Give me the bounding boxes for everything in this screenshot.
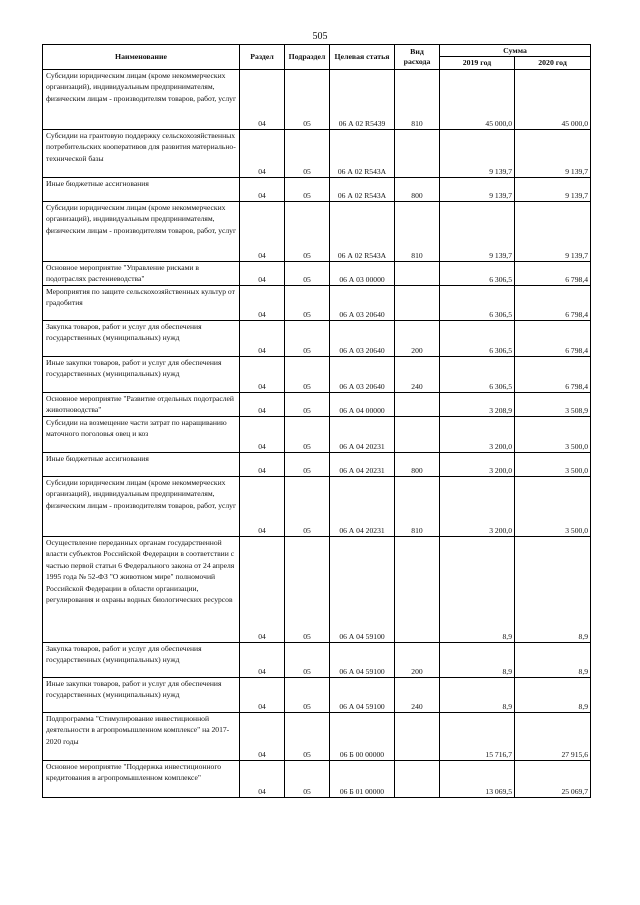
- row-razdel: 04: [240, 286, 285, 321]
- row-razdel: 04: [240, 477, 285, 537]
- row-name: Закупка товаров, работ и услуг для обеспечения государственных (муниципальных) нужд: [43, 321, 240, 357]
- table-row: [43, 202, 591, 262]
- table-row: [43, 357, 591, 393]
- row-name: Субсидии юридическим лицам (кроме некоммерческих организаций), индивидуальным предпринимателям, физическим лицам - производителям товаров, работ, услуг: [43, 202, 240, 262]
- row-sum-2020: 8,9: [515, 678, 591, 713]
- table-row: [43, 178, 591, 202]
- row-razdel: 04: [240, 678, 285, 713]
- row-podrazdel: 05: [285, 477, 330, 537]
- row-podrazdel: 05: [285, 262, 330, 286]
- row-razdel: 04: [240, 417, 285, 453]
- table-row: [43, 678, 591, 713]
- row-sum-2020: 25 069,7: [515, 761, 591, 798]
- row-sum-2019: 8,9: [440, 643, 515, 678]
- row-sum-2019: 6 306,5: [440, 286, 515, 321]
- row-name: Основное мероприятие "Поддержка инвестиционного кредитования в агропромышленном комплексе": [43, 761, 240, 798]
- row-sum-2020: 6 798,4: [515, 262, 591, 286]
- row-sum-2019: 45 000,0: [440, 70, 515, 130]
- table-row: [43, 321, 591, 357]
- row-razdel: 04: [240, 537, 285, 643]
- row-name: Осуществление переданных органам государственной власти субъектов Российской Федерации в соответствии с частью первой статьи 6 Федерального закона от 24 апреля 1995 года № 52-ФЗ "О животном мире" полномочий Российской Федерации в области организации, регулирования и охраны водных биологических ресурсов: [43, 537, 240, 643]
- table-row: [43, 286, 591, 321]
- row-podrazdel: 05: [285, 130, 330, 178]
- table-body: [43, 70, 591, 798]
- row-sum-2020: 6 798,4: [515, 321, 591, 357]
- row-name: Мероприятия по защите сельскохозяйственных культур от градобития: [43, 286, 240, 321]
- row-vid: 200: [395, 643, 440, 678]
- row-podrazdel: 05: [285, 202, 330, 262]
- row-razdel: 04: [240, 202, 285, 262]
- row-target: 06 Б 00 00000: [330, 713, 395, 761]
- row-podrazdel: 05: [285, 286, 330, 321]
- row-razdel: 04: [240, 357, 285, 393]
- row-vid: 800: [395, 453, 440, 477]
- row-sum-2020: 6 798,4: [515, 286, 591, 321]
- table-row: [43, 453, 591, 477]
- header-2020: 2020 год: [515, 57, 591, 70]
- row-razdel: 04: [240, 321, 285, 357]
- row-sum-2019: 6 306,5: [440, 357, 515, 393]
- row-podrazdel: 05: [285, 678, 330, 713]
- row-target: 06 А 03 00000: [330, 262, 395, 286]
- row-razdel: 04: [240, 713, 285, 761]
- row-razdel: 04: [240, 453, 285, 477]
- row-target: 06 А 02 R543А: [330, 202, 395, 262]
- row-vid: [395, 286, 440, 321]
- row-podrazdel: 05: [285, 761, 330, 798]
- row-sum-2020: 9 139,7: [515, 202, 591, 262]
- header-2019: 2019 год: [440, 57, 515, 70]
- table-row: [43, 643, 591, 678]
- row-sum-2019: 3 208,9: [440, 393, 515, 417]
- row-name: Иные закупки товаров, работ и услуг для обеспечения государственных (муниципальных) нужд: [43, 678, 240, 713]
- row-razdel: 04: [240, 761, 285, 798]
- row-target: 06 А 02 R5439: [330, 70, 395, 130]
- row-sum-2019: 3 200,0: [440, 417, 515, 453]
- row-sum-2019: 3 200,0: [440, 477, 515, 537]
- row-sum-2020: 45 000,0: [515, 70, 591, 130]
- row-sum-2019: 9 139,7: [440, 130, 515, 178]
- row-sum-2019: 6 306,5: [440, 262, 515, 286]
- row-podrazdel: 05: [285, 178, 330, 202]
- row-podrazdel: 05: [285, 417, 330, 453]
- row-sum-2020: 9 139,7: [515, 178, 591, 202]
- row-vid: 200: [395, 321, 440, 357]
- row-razdel: 04: [240, 130, 285, 178]
- table-row: [43, 417, 591, 453]
- row-target: 06 А 04 20231: [330, 477, 395, 537]
- row-sum-2019: 8,9: [440, 537, 515, 643]
- row-sum-2019: 15 716,7: [440, 713, 515, 761]
- row-podrazdel: 05: [285, 321, 330, 357]
- row-target: 06 А 04 59100: [330, 643, 395, 678]
- row-vid: [395, 761, 440, 798]
- table-row: [43, 262, 591, 286]
- row-vid: [395, 393, 440, 417]
- header-name: Наименование: [43, 45, 240, 70]
- row-target: 06 А 03 20640: [330, 321, 395, 357]
- row-sum-2020: 3 508,9: [515, 393, 591, 417]
- row-target: 06 А 04 20231: [330, 453, 395, 477]
- row-podrazdel: 05: [285, 643, 330, 678]
- table-header: [43, 45, 591, 70]
- row-name: Иные бюджетные ассигнования: [43, 178, 240, 202]
- row-name: Основное мероприятие "Управление рисками в подотраслях растениеводства": [43, 262, 240, 286]
- row-vid: 800: [395, 178, 440, 202]
- table-row: [43, 537, 591, 643]
- row-vid: 240: [395, 678, 440, 713]
- row-sum-2020: 3 500,0: [515, 453, 591, 477]
- row-sum-2020: 8,9: [515, 643, 591, 678]
- row-podrazdel: 05: [285, 357, 330, 393]
- header-sum: Сумма: [440, 45, 591, 57]
- row-sum-2019: 9 139,7: [440, 178, 515, 202]
- row-razdel: 04: [240, 643, 285, 678]
- row-sum-2019: 9 139,7: [440, 202, 515, 262]
- row-name: Субсидии на грантовую поддержку сельскохозяйственных потребительских кооперативов для развития материально-технической базы: [43, 130, 240, 178]
- row-sum-2020: 27 915,6: [515, 713, 591, 761]
- budget-table: [42, 44, 591, 798]
- row-sum-2020: 3 500,0: [515, 417, 591, 453]
- row-podrazdel: 05: [285, 453, 330, 477]
- table-row: [43, 393, 591, 417]
- row-sum-2019: 6 306,5: [440, 321, 515, 357]
- row-vid: 810: [395, 202, 440, 262]
- row-razdel: 04: [240, 262, 285, 286]
- row-target: 06 А 03 20640: [330, 286, 395, 321]
- row-podrazdel: 05: [285, 393, 330, 417]
- row-target: 06 А 02 R543А: [330, 130, 395, 178]
- row-razdel: 04: [240, 393, 285, 417]
- row-podrazdel: 05: [285, 713, 330, 761]
- row-name: Закупка товаров, работ и услуг для обеспечения государственных (муниципальных) нужд: [43, 643, 240, 678]
- row-sum-2020: 6 798,4: [515, 357, 591, 393]
- row-vid: [395, 130, 440, 178]
- header-podrazdel: Подраздел: [285, 45, 330, 70]
- header-target: Целевая статья: [330, 45, 395, 70]
- row-vid: [395, 262, 440, 286]
- row-name: Субсидии юридическим лицам (кроме некоммерческих организаций), индивидуальным предпринимателям, физическим лицам - производителям товаров, работ, услуг: [43, 477, 240, 537]
- row-target: 06 А 04 59100: [330, 678, 395, 713]
- table-row: [43, 477, 591, 537]
- header-razdel: Раздел: [240, 45, 285, 70]
- row-name: Основное мероприятие "Развитие отдельных подотраслей животноводства": [43, 393, 240, 417]
- row-sum-2019: 3 200,0: [440, 453, 515, 477]
- row-target: 06 А 04 00000: [330, 393, 395, 417]
- row-podrazdel: 05: [285, 537, 330, 643]
- row-target: 06 А 04 20231: [330, 417, 395, 453]
- row-vid: 810: [395, 70, 440, 130]
- row-target: 06 Б 01 00000: [330, 761, 395, 798]
- row-vid: [395, 417, 440, 453]
- row-sum-2019: 8,9: [440, 678, 515, 713]
- row-name: Субсидии на возмещение части затрат по наращиванию маточного поголовья овец и коз: [43, 417, 240, 453]
- row-vid: [395, 713, 440, 761]
- table-row: [43, 713, 591, 761]
- row-vid: 810: [395, 477, 440, 537]
- row-sum-2020: 8,9: [515, 537, 591, 643]
- table-row: [43, 761, 591, 798]
- row-vid: [395, 537, 440, 643]
- row-target: 06 А 04 59100: [330, 537, 395, 643]
- row-name: Субсидии юридическим лицам (кроме некоммерческих организаций), индивидуальным предпринимателям, физическим лицам - производителям товаров, работ, услуг: [43, 70, 240, 130]
- row-podrazdel: 05: [285, 70, 330, 130]
- row-target: 06 А 03 20640: [330, 357, 395, 393]
- table-row: [43, 70, 591, 130]
- row-razdel: 04: [240, 178, 285, 202]
- row-target: 06 А 02 R543А: [330, 178, 395, 202]
- row-sum-2020: 9 139,7: [515, 130, 591, 178]
- row-sum-2020: 3 500,0: [515, 477, 591, 537]
- table-row: [43, 130, 591, 178]
- row-razdel: 04: [240, 70, 285, 130]
- row-vid: 240: [395, 357, 440, 393]
- row-name: Иные бюджетные ассигнования: [43, 453, 240, 477]
- row-name: Подпрограмма "Стимулирование инвестиционной деятельности в агропромышленном комплексе" на 2017-2020 годы: [43, 713, 240, 761]
- row-name: Иные закупки товаров, работ и услуг для обеспечения государственных (муниципальных) нужд: [43, 357, 240, 393]
- page-number: 505: [312, 31, 328, 42]
- row-sum-2019: 13 069,5: [440, 761, 515, 798]
- header-vid: Вид расхода: [395, 45, 440, 70]
